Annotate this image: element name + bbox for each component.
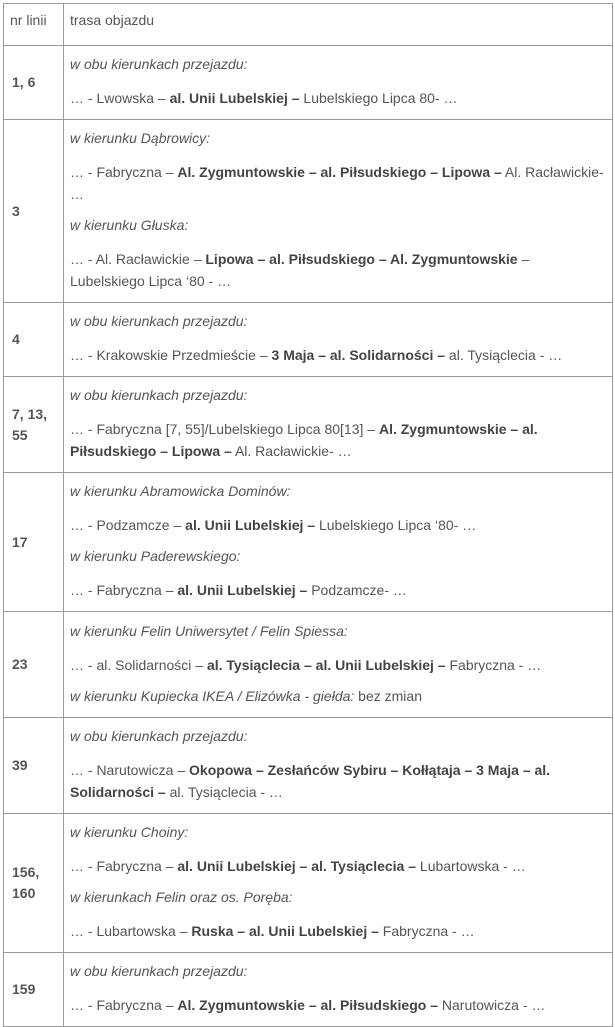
street-text: … - Al. Racławickie – <box>70 251 206 267</box>
detour-path <box>70 579 606 601</box>
direction-text: w kierunkach Felin oraz os. Poręba: <box>70 889 293 905</box>
direction-text: w kierunku Choiny: <box>70 824 189 840</box>
route-segment <box>70 726 606 803</box>
detour-table <box>3 3 613 1027</box>
table-header <box>4 4 613 46</box>
direction-label <box>70 481 606 501</box>
line-number-cell: 3 <box>4 120 64 303</box>
route-cell <box>64 120 613 303</box>
direction-text: w obu kierunkach przejazdu: <box>70 56 248 72</box>
direction-text: w kierunku Abramowicka Dominów: <box>70 483 291 499</box>
direction-label <box>70 621 606 641</box>
street-text: … - Fabryczna – <box>70 164 178 180</box>
changed-street-text: al. Unii Lubelskiej – <box>169 90 300 106</box>
direction-label <box>70 311 606 331</box>
changed-street-text: Okopowa – Zesłańców Sybiru – Kołłątaja – 3 Maja – al. Solidarności – <box>70 762 551 800</box>
direction-text: w obu kierunkach przejazdu: <box>70 313 248 329</box>
line-number-cell: 156, 160 <box>4 814 64 953</box>
line-number-cell: 159 <box>4 953 64 1027</box>
line-number-cell: 1, 6 <box>4 46 64 120</box>
line-number-cell: 17 <box>4 473 64 612</box>
detour-path <box>70 994 606 1016</box>
street-text: al. Tysiąclecia - … <box>445 347 563 363</box>
changed-street-text: al. Tysiąclecia – al. Unii Lubelskiej – <box>206 657 446 673</box>
direction-label <box>70 686 606 706</box>
detour-path <box>70 418 606 462</box>
route-cell <box>64 303 613 377</box>
street-text: … - Fabryczna – <box>70 997 178 1013</box>
street-text: … - Lwowska – <box>70 90 170 106</box>
street-text: – Lubelskiego Lipca ‘80 - … <box>70 251 530 289</box>
changed-street-text: Al. Zygmuntowskie – al. Piłsudskiego – <box>177 997 439 1013</box>
detour-path <box>70 87 606 109</box>
line-number-cell: 39 <box>4 718 64 814</box>
route-segment <box>70 215 606 292</box>
route-segment <box>70 961 606 1016</box>
route-segment <box>70 481 606 536</box>
street-text: Lubelskiego Lipca ‘80- … <box>315 517 477 533</box>
street-text: … - al. Solidarności – <box>70 657 207 673</box>
detour-path <box>70 161 606 205</box>
detour-path <box>70 654 606 676</box>
direction-text: w kierunku Dąbrowicy: <box>70 130 211 146</box>
route-segment <box>70 546 606 601</box>
changed-street-text: 3 Maja – al. Solidarności – <box>271 347 446 363</box>
direction-text: w kierunku Głuska: <box>70 217 189 233</box>
street-text: Lubelskiego Lipca 80- … <box>299 90 458 106</box>
direction-label <box>70 128 606 148</box>
table-row <box>4 814 613 953</box>
route-cell <box>64 814 613 953</box>
direction-label <box>70 385 606 405</box>
detour-path <box>70 514 606 536</box>
header-detour-route: trasa objazdu <box>64 4 613 46</box>
detour-path <box>70 855 606 877</box>
route-cell <box>64 718 613 814</box>
table-body <box>4 46 613 1027</box>
street-text: Narutowicza - … <box>438 997 546 1013</box>
street-text: Al. Racławickie- … <box>70 164 604 202</box>
table-row <box>4 46 613 120</box>
route-segment <box>70 311 606 366</box>
header-row <box>4 4 613 46</box>
route-cell <box>64 46 613 120</box>
direction-text: w kierunku Paderewskiego: <box>70 548 241 564</box>
direction-label <box>70 822 606 842</box>
changed-street-text: Al. Zygmuntowskie – al. Piłsudskiego – Lipowa – <box>177 164 502 180</box>
direction-text: w obu kierunkach przejazdu: <box>70 728 248 744</box>
street-text: Al. Racławickie- … <box>231 443 352 459</box>
route-segment <box>70 54 606 109</box>
table-row <box>4 718 613 814</box>
changed-street-text: al. Unii Lubelskiej – al. Tysiąclecia – <box>177 858 417 874</box>
detour-path <box>70 759 606 803</box>
header-line-number: nr linii <box>4 4 64 46</box>
direction-text: w kierunku Kupiecka IKEA / Elizówka - giełda: <box>70 688 355 704</box>
detour-path <box>70 248 606 292</box>
street-text: Lubartowska - … <box>416 858 526 874</box>
route-cell <box>64 953 613 1027</box>
street-text: … - Krakowskie Przedmieście – <box>70 347 272 363</box>
route-segment <box>70 128 606 205</box>
street-text: Podzamcze- … <box>307 582 407 598</box>
route-cell <box>64 473 613 612</box>
changed-street-text: al. Unii Lubelskiej – <box>185 517 316 533</box>
direction-text: w obu kierunkach przejazdu: <box>70 963 248 979</box>
table-row <box>4 303 613 377</box>
table-row <box>4 953 613 1027</box>
street-text: Fabryczna - … <box>445 657 542 673</box>
street-text: … - Fabryczna – <box>70 858 178 874</box>
changed-street-text: Al. Zygmuntowskie – al. Piłsudskiego – Lipowa – <box>70 421 538 459</box>
table-row <box>4 377 613 473</box>
direction-label <box>70 961 606 981</box>
route-segment <box>70 686 606 706</box>
direction-note: bez zmian <box>354 688 422 704</box>
table-row <box>4 612 613 718</box>
street-text: … - Podzamcze – <box>70 517 186 533</box>
detour-path <box>70 344 606 366</box>
direction-label <box>70 54 606 74</box>
route-segment <box>70 822 606 877</box>
direction-label <box>70 215 606 235</box>
direction-label <box>70 546 606 566</box>
direction-text: w obu kierunkach przejazdu: <box>70 387 248 403</box>
route-segment <box>70 385 606 462</box>
direction-label <box>70 726 606 746</box>
detour-path <box>70 920 606 942</box>
street-text: al. Tysiąclecia - … <box>165 784 283 800</box>
street-text: … - Fabryczna [7, 55]/Lubelskiego Lipca 80[13] – <box>70 421 379 437</box>
route-cell <box>64 377 613 473</box>
line-number-cell: 4 <box>4 303 64 377</box>
route-segment <box>70 621 606 676</box>
street-text: … - Lubartowska – <box>70 923 192 939</box>
street-text: … - Fabryczna – <box>70 582 178 598</box>
line-number-cell: 7, 13, 55 <box>4 377 64 473</box>
direction-label <box>70 887 606 907</box>
table-row <box>4 120 613 303</box>
table-row <box>4 473 613 612</box>
line-number-cell: 23 <box>4 612 64 718</box>
route-cell <box>64 612 613 718</box>
changed-street-text: Lipowa – al. Piłsudskiego – Al. Zygmuntowskie <box>205 251 518 267</box>
route-segment <box>70 887 606 942</box>
street-text: Fabryczna - … <box>378 923 475 939</box>
changed-street-text: al. Unii Lubelskiej – <box>177 582 308 598</box>
street-text: … - Narutowicza – <box>70 762 190 778</box>
changed-street-text: Ruska – al. Unii Lubelskiej – <box>191 923 379 939</box>
direction-text: w kierunku Felin Uniwersytet / Felin Spiessa: <box>70 623 348 639</box>
